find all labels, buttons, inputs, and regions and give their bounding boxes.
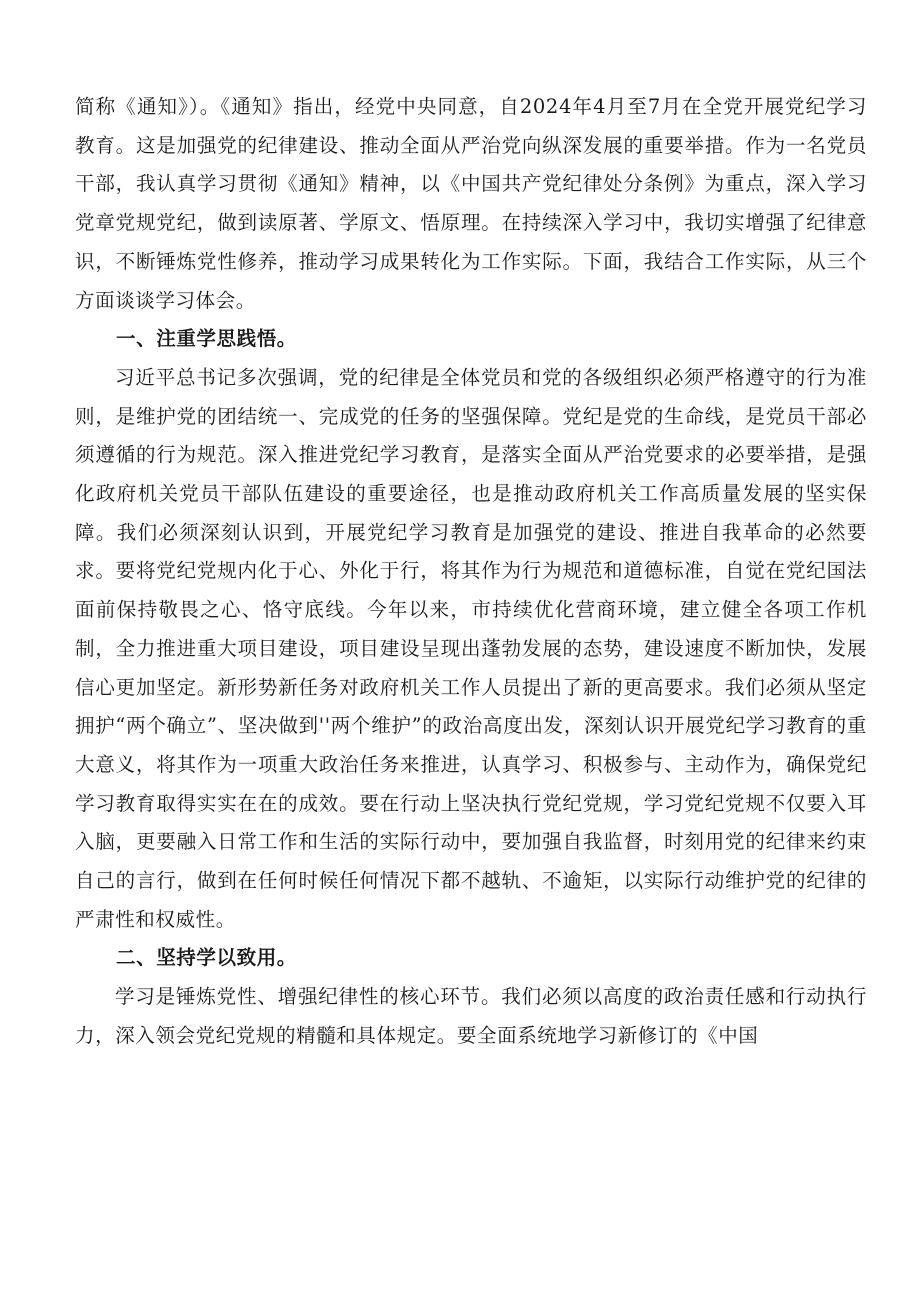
paragraph-intro: 简称《通知》）。《通知》指出，经党中央同意，自2024年4月至7月在全党开展党纪学习教育。这是加强党的纪律建设、推动全面从严治党向纵深发展的重要举措。作为一名党员干部，我认真学习贯彻《通知》精神，以《中国共产党纪律处分条例》为重点，深入学习党章党规党纪，做到读原著、学原文、悟原理。在持续深入学习中，我切实增强了纪律意识，不断锤炼党性修养，推动学习成果转化为工作实际。下面，我结合工作实际，从三个方面谈谈学习体会。 — [75, 95, 867, 312]
section-heading-2: 二、坚持学以致用。 — [116, 946, 297, 970]
section-heading-1: 一、注重学思践悟。 — [116, 327, 297, 351]
document-body — [75, 88, 867, 1056]
paragraph-section-2: 学习是锤炼党性、增强纪律性的核心环节。我们必须以高度的政治责任感和行动执行力，深入领会党纪党规的精髓和具体规定。要全面系统地学习新修订的《中国 — [75, 985, 867, 1047]
paragraph-section-1: 习近平总书记多次强调，党的纪律是全体党员和党的各级组织必须严格遵守的行为准则，是维护党的团结统一、完成党的任务的坚强保障。党纪是党的生命线，是党员干部必须遵循的行为规范。深入推进党纪学习教育，是落实全面从严治党要求的必要举措，是强化政府机关党员干部队伍建设的重要途径，也是推动政府机关工作高质量发展的坚实保障。我们必须深刻认识到，开展党纪学习教育是加强党的建设、推进自我革命的必然要求。要将党纪党规内化于心、外化于行，将其作为行为规范和道德标准，自觉在党纪国法面前保持敬畏之心、恪守底线。今年以来，市持续优化营商环境，建立健全各项工作机制，全力推进重大项目建设，项目建设呈现出蓬勃发展的态势，建设速度不断加快，发展信心更加坚定。新形势新任务对政府机关工作人员提出了新的更高要求。我们必须从坚定拥护“两个确立”、坚决做到''两个维护”的政治高度出发，深刻认识开展党纪学习教育的重大意义，将其作为一项重大政治任务来推进，认真学习、积极参与、主动作为，确保党纪学习教育取得实实在在的成效。要在行动上坚决执行党纪党规，学习党纪党规不仅要入耳入脑，更要融入日常工作和生活的实际行动中，要加强自我监督，时刻用党的纪律来约束自己的言行，做到在任何时候任何情况下都不越轨、不逾矩，以实际行动维护党的纪律的严肃性和权威性。 — [75, 365, 867, 931]
